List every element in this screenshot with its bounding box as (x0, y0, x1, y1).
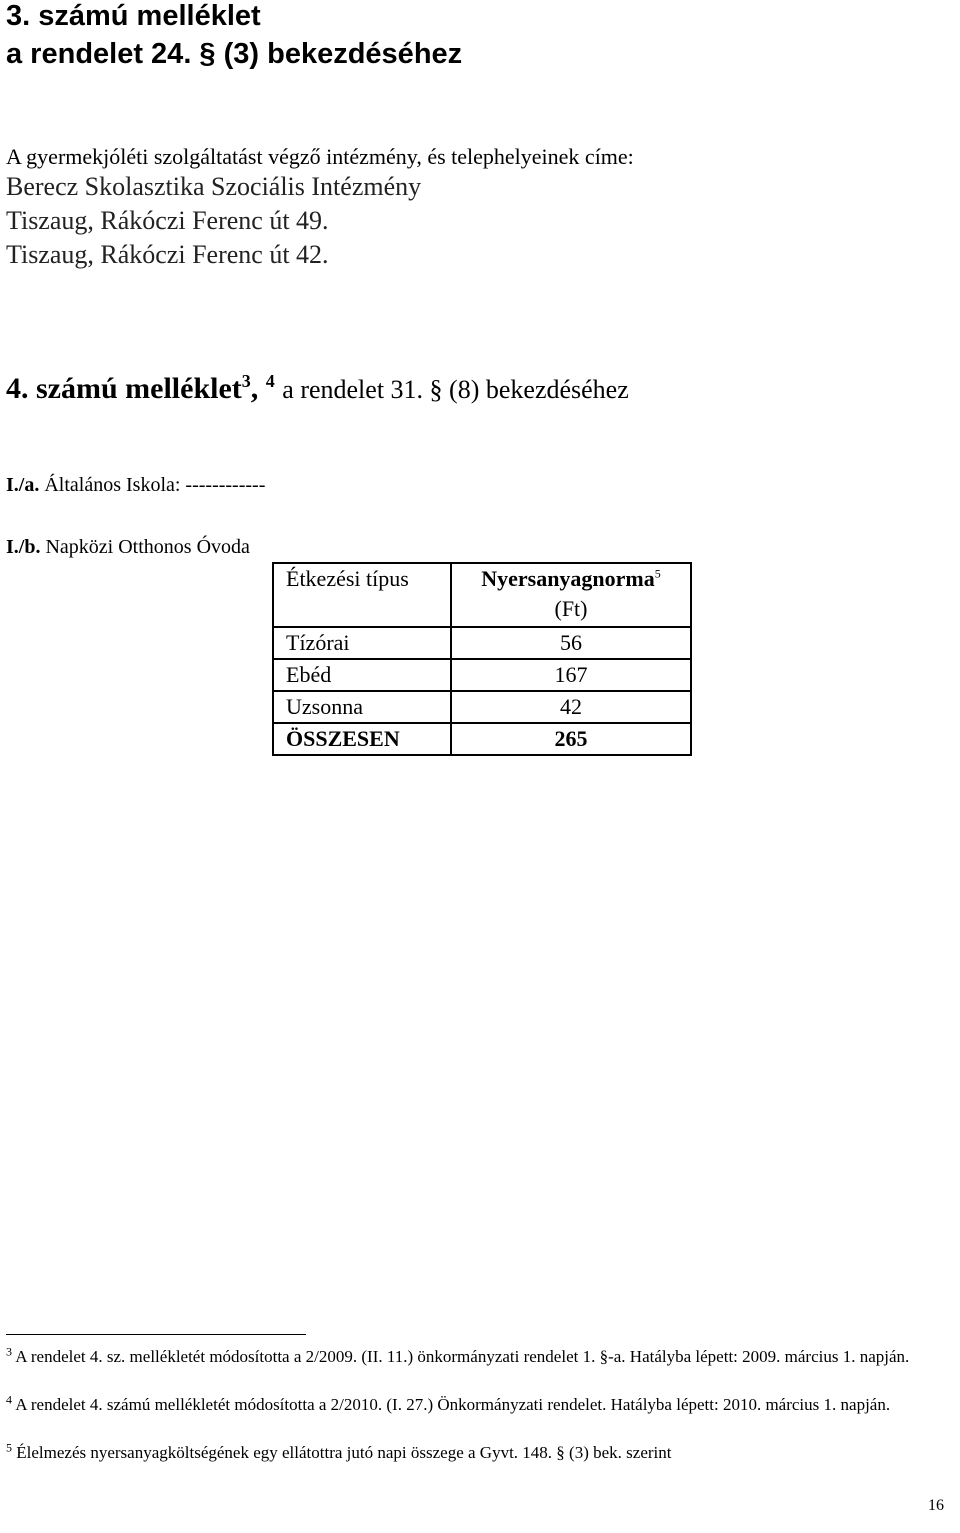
footnote-num: 4 (6, 1392, 12, 1407)
row-value: 42 (451, 691, 691, 723)
sub-b-text: Napközi Otthonos Óvoda (40, 536, 250, 558)
section3-title-line1: 3. számú melléklet (6, 0, 261, 32)
section4-title-rest: a rendelet 31. § (8) bekezdéséhez (282, 375, 629, 404)
footnote-text: A rendelet 4. sz. mellékletét módosította a 2/2009. (II. 11.) önkormányzati rendelet 1. §-a. Hatályba lépett: 2009. március 1. napján. (12, 1347, 910, 1366)
footnote-5 (6, 1442, 956, 1464)
table-row (273, 691, 691, 723)
section4-title (6, 372, 629, 406)
header-norm-label: Nyersanyagnorma (481, 566, 655, 591)
row-type: Tízórai (273, 627, 451, 659)
sub-a (6, 474, 265, 497)
row-value: 56 (451, 627, 691, 659)
institution-name: Berecz Skolasztika Szociális Intézmény (6, 172, 422, 201)
table-row (273, 659, 691, 691)
footnote-4 (6, 1394, 956, 1416)
row-value: 167 (451, 659, 691, 691)
section4-title-bold: 4. számú melléklet (6, 372, 242, 405)
section3-intro: A gyermekjóléti szolgáltatást végző intézmény, és telephelyeinek címe: (6, 144, 634, 169)
section4-sep: , (250, 372, 266, 405)
footnote-ref-4: 4 (265, 371, 275, 391)
meal-norm-table (272, 562, 692, 756)
sub-b (6, 536, 250, 559)
table-header-row (273, 563, 691, 627)
address-1: Tiszaug, Rákóczi Ferenc út 49. (6, 206, 329, 235)
row-type: Ebéd (273, 659, 451, 691)
footnote-separator (6, 1334, 306, 1335)
footnote-3 (6, 1346, 956, 1368)
page-number: 16 (928, 1497, 944, 1514)
footnote-text: Élelmezés nyersanyagköltségének egy ellátottra jutó napi összege a Gyvt. 148. § (3) bek. szerint (12, 1443, 672, 1462)
footnote-ref-5: 5 (654, 566, 661, 581)
total-label: ÖSSZESEN (273, 723, 451, 755)
footnote-text: A rendelet 4. számú mellékletét módosította a 2/2010. (I. 27.) Önkormányzati rendelet. Hatályba lépett: 2010. március 1. napján. (12, 1395, 891, 1414)
table-row (273, 627, 691, 659)
header-unit: (Ft) (554, 596, 588, 621)
row-type: Uzsonna (273, 691, 451, 723)
header-type: Étkezési típus (273, 563, 451, 627)
header-norm (451, 563, 691, 627)
address-2: Tiszaug, Rákóczi Ferenc út 42. (6, 240, 329, 269)
footnote-ref-3: 3 (241, 371, 251, 391)
sub-b-label: I./b. (6, 536, 41, 558)
footnote-num: 3 (6, 1344, 12, 1359)
sub-a-text: Általános Iskola: ------------ (39, 474, 266, 496)
total-value: 265 (451, 723, 691, 755)
table-total-row (273, 723, 691, 755)
footnote-num: 5 (6, 1440, 12, 1455)
sub-a-label: I./a. (6, 474, 40, 496)
section3-title-line2: a rendelet 24. § (3) bekezdéséhez (6, 38, 463, 70)
